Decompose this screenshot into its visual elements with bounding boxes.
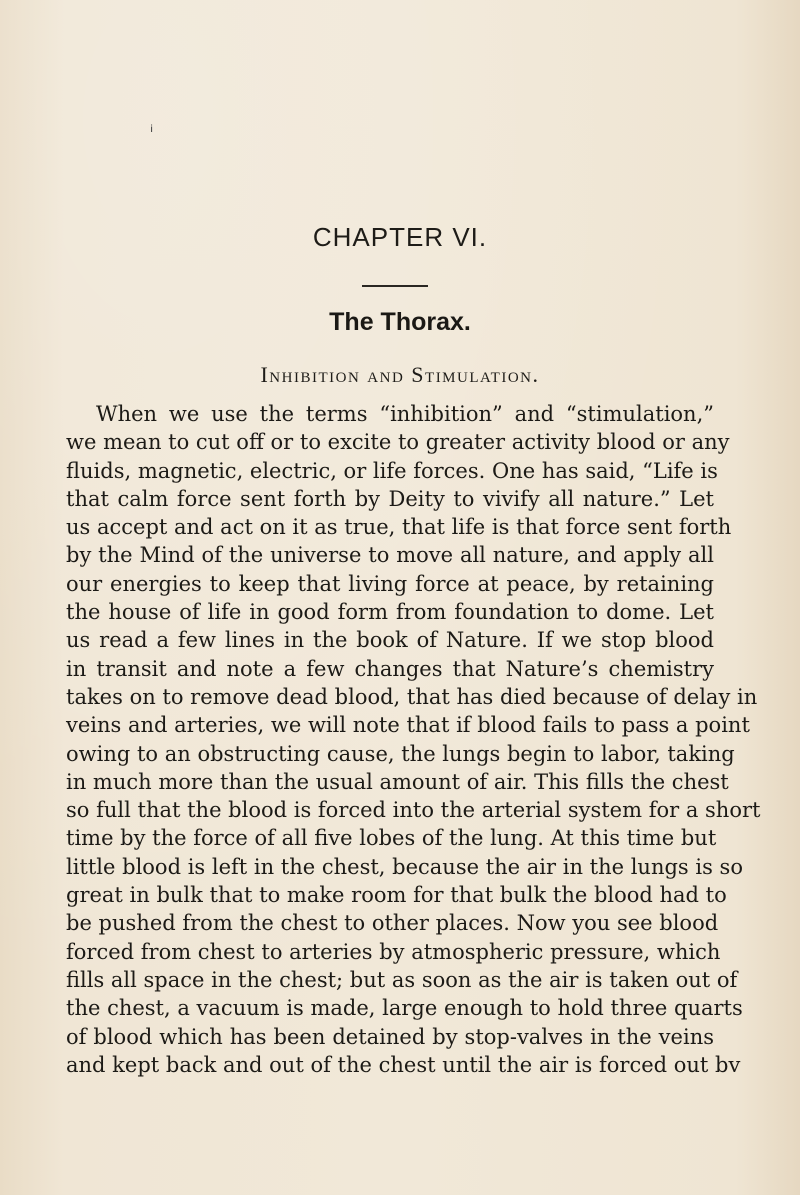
text-line: that calm force sent forth by Deity to vivify all nature.” Let [66,486,714,511]
body-paragraph [66,400,761,1079]
text-line: us accept and act on it as true, that life is that force sent forth [66,515,732,540]
text-line: by the Mind of the universe to move all nature, and apply all [66,543,714,568]
text-line: in much more than the usual amount of air. This fills the chest [66,769,729,794]
text-line: our energies to keep that living force at peace, by retaining [66,571,714,596]
text-line: takes on to remove dead blood, that has died because of delay in [66,684,758,709]
section-subheading: Inhibition and Stimulation. [260,362,540,387]
text-line: of blood which has been detained by stop-valves in the veins [66,1024,714,1049]
text-line: When we use the terms “inhibition” and “stimulation,” [96,402,714,426]
text-line: fills all space in the chest; but as soon as the air is taken out of [66,967,738,992]
text-line: so full that the blood is forced into the arterial system for a short [66,798,761,823]
text-line: great in bulk that to make room for that bulk the blood had to [66,883,727,908]
chapter-title: CHAPTER VI. [312,222,488,252]
text-line: fluids, magnetic, electric, or life forces. One has said, “Life is [66,458,718,483]
text-line: little blood is left in the chest, because the air in the lungs is so [66,854,743,879]
text-line: the chest, a vacuum is made, large enough to hold three quarts [66,996,743,1021]
text-line: time by the force of all five lobes of the lung. At this time but [66,826,717,851]
text-line: the house of life in good form from foundation to dome. Let [66,600,714,625]
text-line: and kept back and out of the chest until the air is forced out bv [66,1052,741,1077]
chapter-divider [362,285,428,287]
text-line: in transit and note a few changes that Nature’s chemistry [66,656,714,681]
stray-mark: ⁱ [150,122,154,142]
text-line: be pushed from the chest to other places. Now you see blood [66,911,719,936]
text-line: forced from chest to arteries by atmospheric pressure, which [66,939,721,964]
section-title: The Thorax. [329,308,471,336]
text-line: us read a few lines in the book of Nature. If we stop blood [66,628,714,653]
text-line: we mean to cut off or to excite to greater activity blood or any [66,430,730,455]
text-line: veins and arteries, we will note that if blood fails to pass a point [66,713,750,738]
text-line: owing to an obstructing cause, the lungs begin to labor, taking [66,741,735,766]
